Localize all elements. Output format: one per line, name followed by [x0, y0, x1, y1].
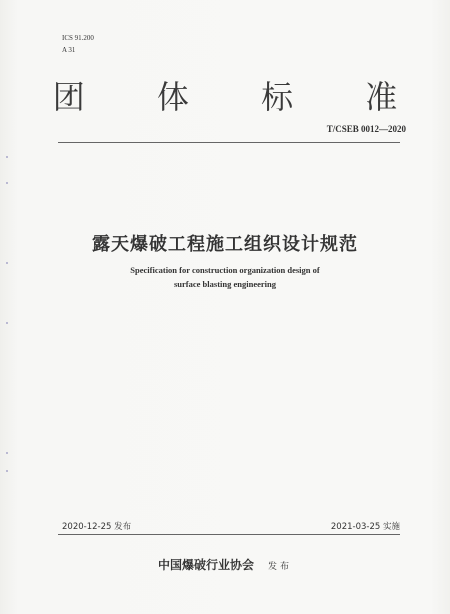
- bottom-divider: [58, 534, 400, 535]
- chinese-title: 露天爆破工程施工组织设计规范: [92, 234, 358, 255]
- scan-speck: [6, 322, 8, 324]
- issue-date: 2020-12-25 发布: [62, 522, 132, 532]
- scan-speck: [6, 182, 8, 184]
- standard-number: T/CSEB 0012—2020: [326, 124, 406, 134]
- scan-speck: [6, 452, 8, 454]
- implementation-date: 2021-03-25 实施: [330, 522, 400, 532]
- header-title: 团 体 标 准: [52, 78, 429, 116]
- publisher-name: 中国爆破行业协会: [157, 558, 254, 572]
- english-title-line-2: surface blasting engineering: [174, 279, 276, 289]
- top-divider: [58, 142, 400, 143]
- english-title: [0, 263, 450, 291]
- publisher-suffix: 发布: [268, 562, 293, 572]
- classification-code: A 31: [62, 46, 76, 54]
- scan-speck: [6, 470, 8, 472]
- publisher: [0, 556, 450, 573]
- ics-code: ICS 91.200: [62, 34, 94, 42]
- english-title-line-1: Specification for construction organization design of: [130, 265, 320, 275]
- scan-speck: [6, 156, 8, 158]
